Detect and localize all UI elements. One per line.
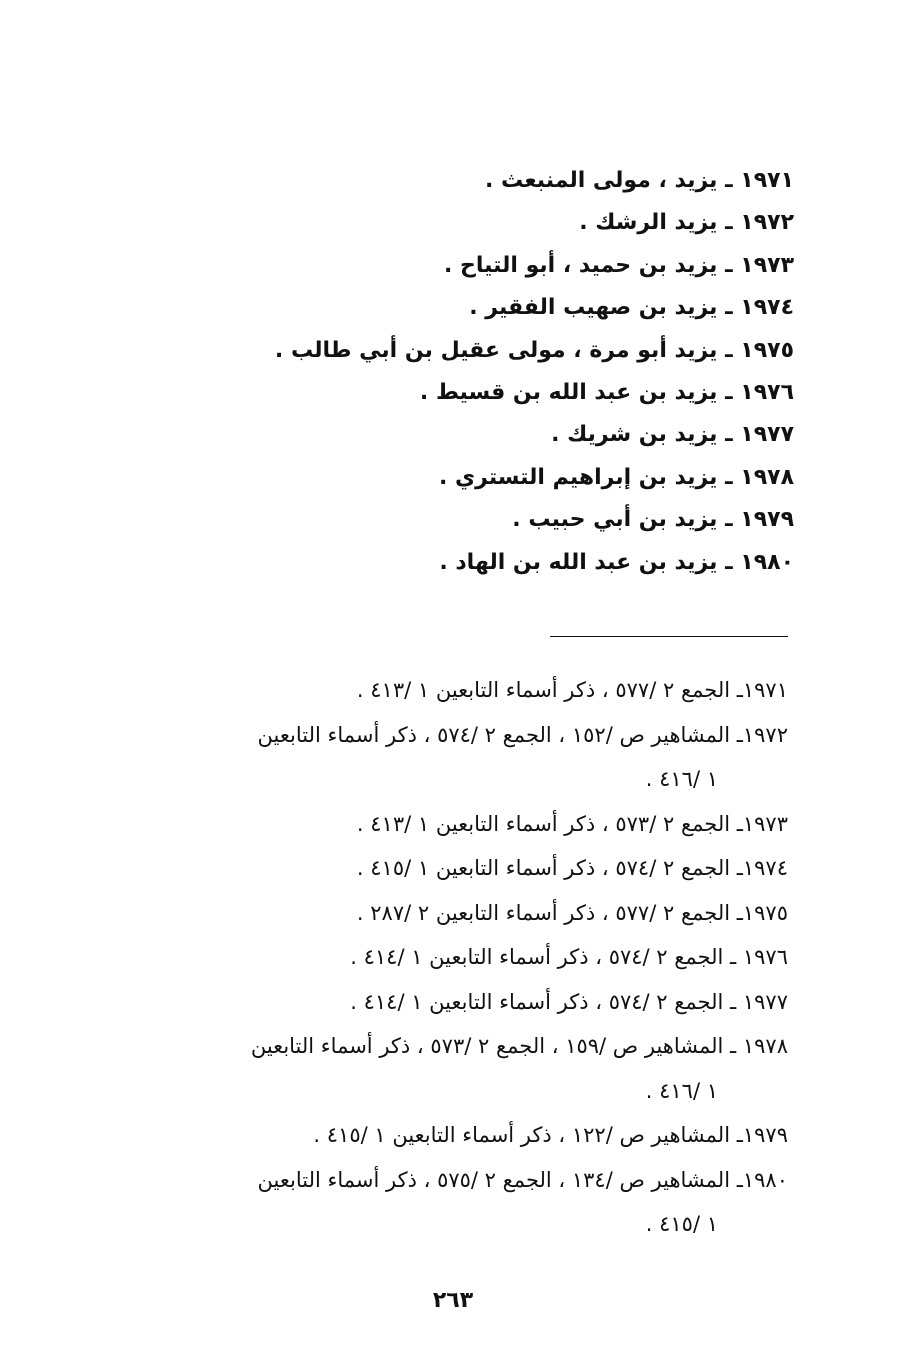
- footnote: [98, 668, 788, 713]
- footnote: [98, 935, 788, 980]
- entry-item: ١٩٧٥ ـ يزيد أبو مرة ، مولى عقيل بن أبي طالب .: [274, 337, 794, 363]
- footnote-text: ١٩٧٢ـ المشاهير ص /١٥٢ ، الجمع ٢ /٥٧٤ ، ذكر أسماء التابعين: [257, 722, 788, 747]
- footnote-text: ١٩٧٣ـ الجمع ٢ /٥٧٣ ، ذكر أسماء التابعين ١ /٤١٣ .: [356, 811, 788, 836]
- footnote-list: [98, 668, 788, 1247]
- footnote-continuation: ١ /٤١٦ .: [645, 1078, 718, 1103]
- footnote-text: ١٩٧٥ـ الجمع ٢ /٥٧٧ ، ذكر أسماء التابعين ٢ /٢٨٧ .: [356, 900, 788, 925]
- footnote-text: ١٩٧٦ ـ الجمع ٢ /٥٧٤ ، ذكر أسماء التابعين ١ /٤١٤ .: [350, 945, 788, 969]
- entry-item: ١٩٧٤ ـ يزيد بن صهيب الفقير .: [469, 295, 794, 321]
- footnote-text: ١٩٧١ـ الجمع ٢ /٥٧٧ ، ذكر أسماء التابعين ١ /٤١٣ .: [356, 678, 788, 702]
- entry-item: ١٩٧٦ ـ يزيد بن عبد الله بن قسيط .: [419, 379, 794, 405]
- footnote-continuation: ١ /٤١٥ .: [645, 1212, 718, 1236]
- footnote-text: ١٩٧٧ ـ الجمع ٢ /٥٧٤ ، ذكر أسماء التابعين ١ /٤١٤ .: [350, 989, 788, 1014]
- footnote: [98, 713, 788, 802]
- footnote: [98, 1024, 788, 1113]
- entry-item: ١٩٧١ ـ يزيد ، مولى المنبعث .: [485, 168, 794, 193]
- footnote-text: ١٩٨٠ـ المشاهير ص /١٣٤ ، الجمع ٢ /٥٧٥ ، ذكر أسماء التابعين: [257, 1167, 788, 1192]
- page-number: ٢٦٣: [432, 1288, 474, 1313]
- footnote: [98, 1158, 788, 1247]
- footnote: [98, 802, 788, 847]
- entry-item: ١٩٨٠ ـ يزيد بن عبد الله بن الهاد .: [439, 549, 794, 575]
- entry-item: ١٩٧٨ ـ يزيد بن إبراهيم التستري .: [438, 464, 794, 490]
- footnote-text: ١٩٧٤ـ الجمع ٢ /٥٧٤ ، ذكر أسماء التابعين ١ /٤١٥ .: [356, 856, 788, 880]
- entry-list: [274, 160, 794, 584]
- footnote-text: ١٩٧٩ـ المشاهير ص /١٢٢ ، ذكر أسماء التابعين ١ /٤١٥ .: [313, 1123, 788, 1147]
- footnote-divider: [550, 636, 788, 637]
- entry-item: ١٩٧٩ ـ يزيد بن أبي حبيب .: [512, 507, 794, 533]
- footnote: [98, 846, 788, 891]
- footnote: [98, 1113, 788, 1158]
- footnote: [98, 980, 788, 1025]
- entry-item: ١٩٧٢ ـ يزيد الرشك .: [579, 210, 794, 236]
- footnote-text: ١٩٧٨ ـ المشاهير ص /١٥٩ ، الجمع ٢ /٥٧٣ ، ذكر أسماء التابعين: [250, 1034, 788, 1058]
- footnote: [98, 891, 788, 936]
- entry-item: ١٩٧٧ ـ يزيد بن شريك .: [551, 422, 794, 448]
- entry-item: ١٩٧٣ ـ يزيد بن حميد ، أبو التياح .: [444, 252, 794, 278]
- footnote-continuation: ١ /٤١٦ .: [645, 767, 718, 791]
